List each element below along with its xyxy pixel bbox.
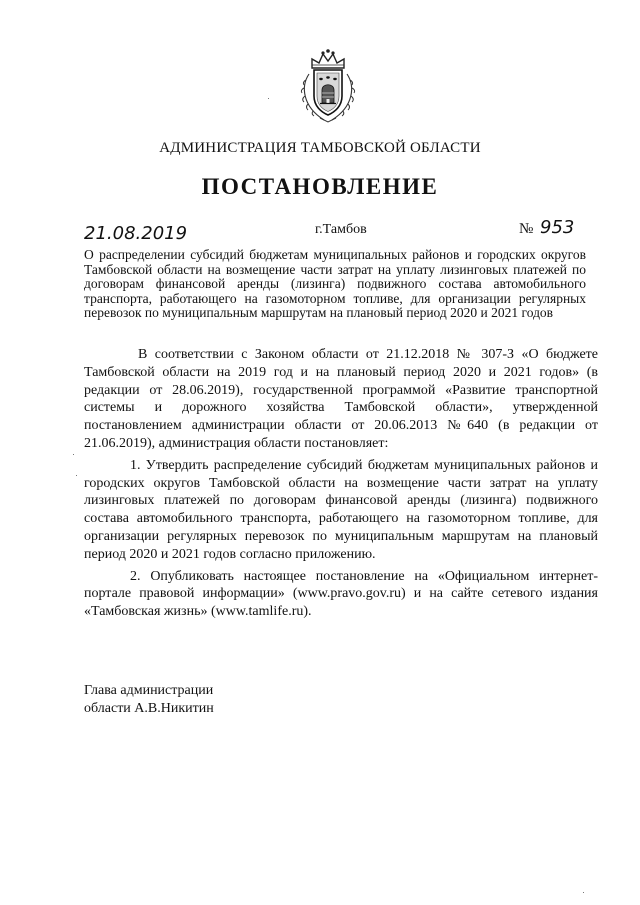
document-number-sign: № bbox=[519, 221, 534, 237]
body-item-2: 2. Опубликовать настоящее постановление на «Официальном интернет-портале правовой информации» (www.pravo.gov.ru) и на сайте сетевого издания «Тамбовская жизнь» (www.tamlife.ru). bbox=[84, 568, 598, 620]
document-subject: О распределении субсидий бюджетам муниципальных районов и городских округов Тамбовской области на возмещение части затрат на уплату лизинговых платежей по договорам финансовой аренды (лизинга) подвижного состава автомобильного транспорта, работающего на газомоторном топливе, для организации регулярных перевозок по муниципальным маршрутам на плановый период 2020 и 2021 годов bbox=[84, 247, 586, 320]
scan-speck bbox=[73, 454, 74, 455]
document-city: г.Тамбов bbox=[315, 222, 367, 237]
scan-speck bbox=[583, 892, 584, 893]
signature-title: Глава администрации bbox=[84, 683, 214, 698]
document-body bbox=[84, 346, 598, 625]
scan-speck bbox=[76, 475, 77, 476]
coat-of-arms-icon bbox=[298, 48, 358, 124]
document-date: 21.08.2019 bbox=[84, 223, 188, 244]
document-number: 953 bbox=[540, 217, 575, 238]
signature-name: области А.В.Никитин bbox=[84, 700, 214, 716]
body-preamble: В соответствии с Законом области от 21.12.2018 № 307-З «О бюджете Тамбовской области на 2019 год и на плановый период 2020 и 2021 годов» (в редакции от 28.06.2019), государственной программой «Развитие транспортной системы и дорожного хозяйства Тамбовской области», утвержденной постановлением администрации области от 20.06.2013 №640 (в редакции от 21.06.2019), администрация области постановляет: bbox=[84, 347, 598, 451]
organization-name: АДМИНИСТРАЦИЯ ТАМБОВСКОЙ ОБЛАСТИ bbox=[159, 140, 481, 156]
document-type-title: ПОСТАНОВЛЕНИЕ bbox=[201, 174, 439, 199]
signature-block bbox=[84, 682, 214, 717]
body-item-1: 1. Утвердить распределение субсидий бюджетам муниципальных районов и городских округов Тамбовской области на возмещение части затрат на уплату лизинговых платежей по договорам финансовой аренды (лизинга) подвижного состава автомобильного транспорта, работающего на газомоторном топливе, для организации регулярных перевозок по муниципальным маршрутам на плановый период 2020 и 2021 годов согласно приложению. bbox=[84, 457, 598, 562]
scan-speck bbox=[268, 98, 269, 99]
